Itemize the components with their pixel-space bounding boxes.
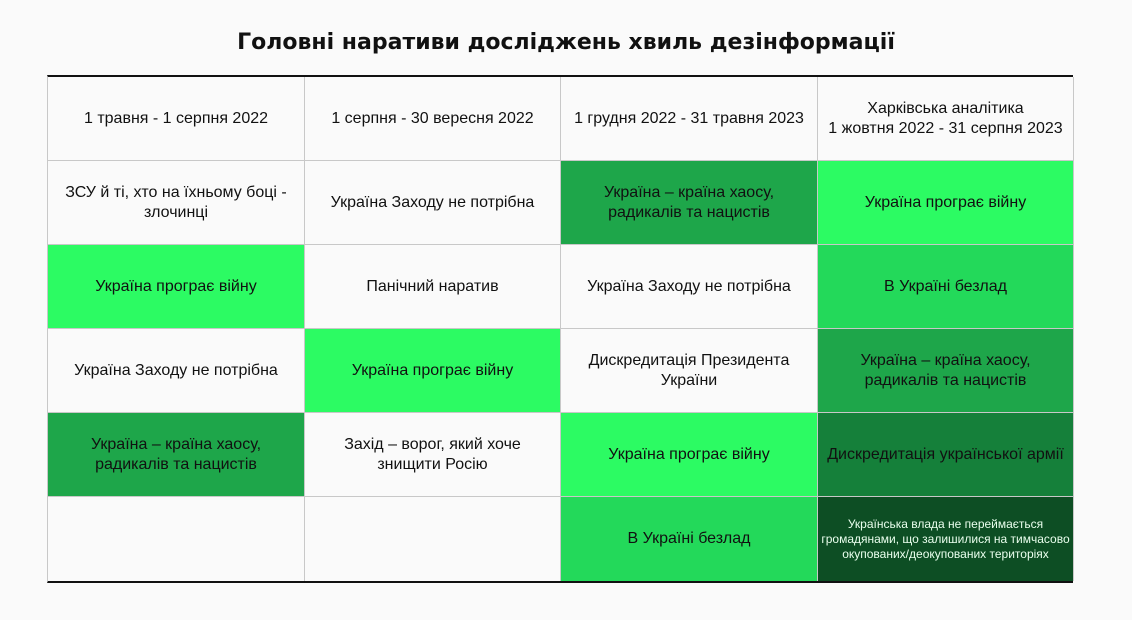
table-cell: Україна програє війну — [48, 245, 305, 329]
table-cell: Україна – країна хаосу, радикалів та нацистів — [561, 161, 818, 245]
table-cell: Захід – ворог, який хоче знищити Росію — [305, 413, 561, 497]
table-cell: Україна Заходу не потрібна — [561, 245, 818, 329]
table-cell: Дискредитація Президента України — [561, 329, 818, 413]
table-cell: Україна – країна хаосу, радикалів та нацистів — [48, 413, 305, 497]
table-cell: ЗСУ й ті, хто на їхньому боці - злочинці — [48, 161, 305, 245]
table-cell: Україна програє війну — [818, 161, 1074, 245]
column-header-2: 1 серпня - 30 вересня 2022 — [305, 77, 561, 161]
table-cell: Україна програє війну — [561, 413, 818, 497]
column-header-3: 1 грудня 2022 - 31 травня 2023 — [561, 77, 818, 161]
table-cell: Дискредитація української армії — [818, 413, 1074, 497]
table-cell: Україна Заходу не потрібна — [48, 329, 305, 413]
table-cell: В Україні безлад — [561, 497, 818, 581]
column-header-1: 1 травня - 1 серпня 2022 — [48, 77, 305, 161]
table-cell: Панічний наратив — [305, 245, 561, 329]
table-cell — [305, 497, 561, 581]
table-cell: Україна – країна хаосу, радикалів та нацистів — [818, 329, 1074, 413]
table-cell: Українська влада не переймається громадянами, що залишилися на тимчасово окупованих/деокупованих територіях — [818, 497, 1074, 581]
column-header-4: Харківська аналітика 1 жовтня 2022 - 31 серпня 2023 — [818, 77, 1074, 161]
table-cell: Україна програє війну — [305, 329, 561, 413]
table-cell: Україна Заходу не потрібна — [305, 161, 561, 245]
table-cell: В Україні безлад — [818, 245, 1074, 329]
narratives-table — [47, 75, 1073, 583]
table-cell — [48, 497, 305, 581]
page-title: Головні наративи досліджень хвиль дезінформації — [237, 30, 895, 55]
